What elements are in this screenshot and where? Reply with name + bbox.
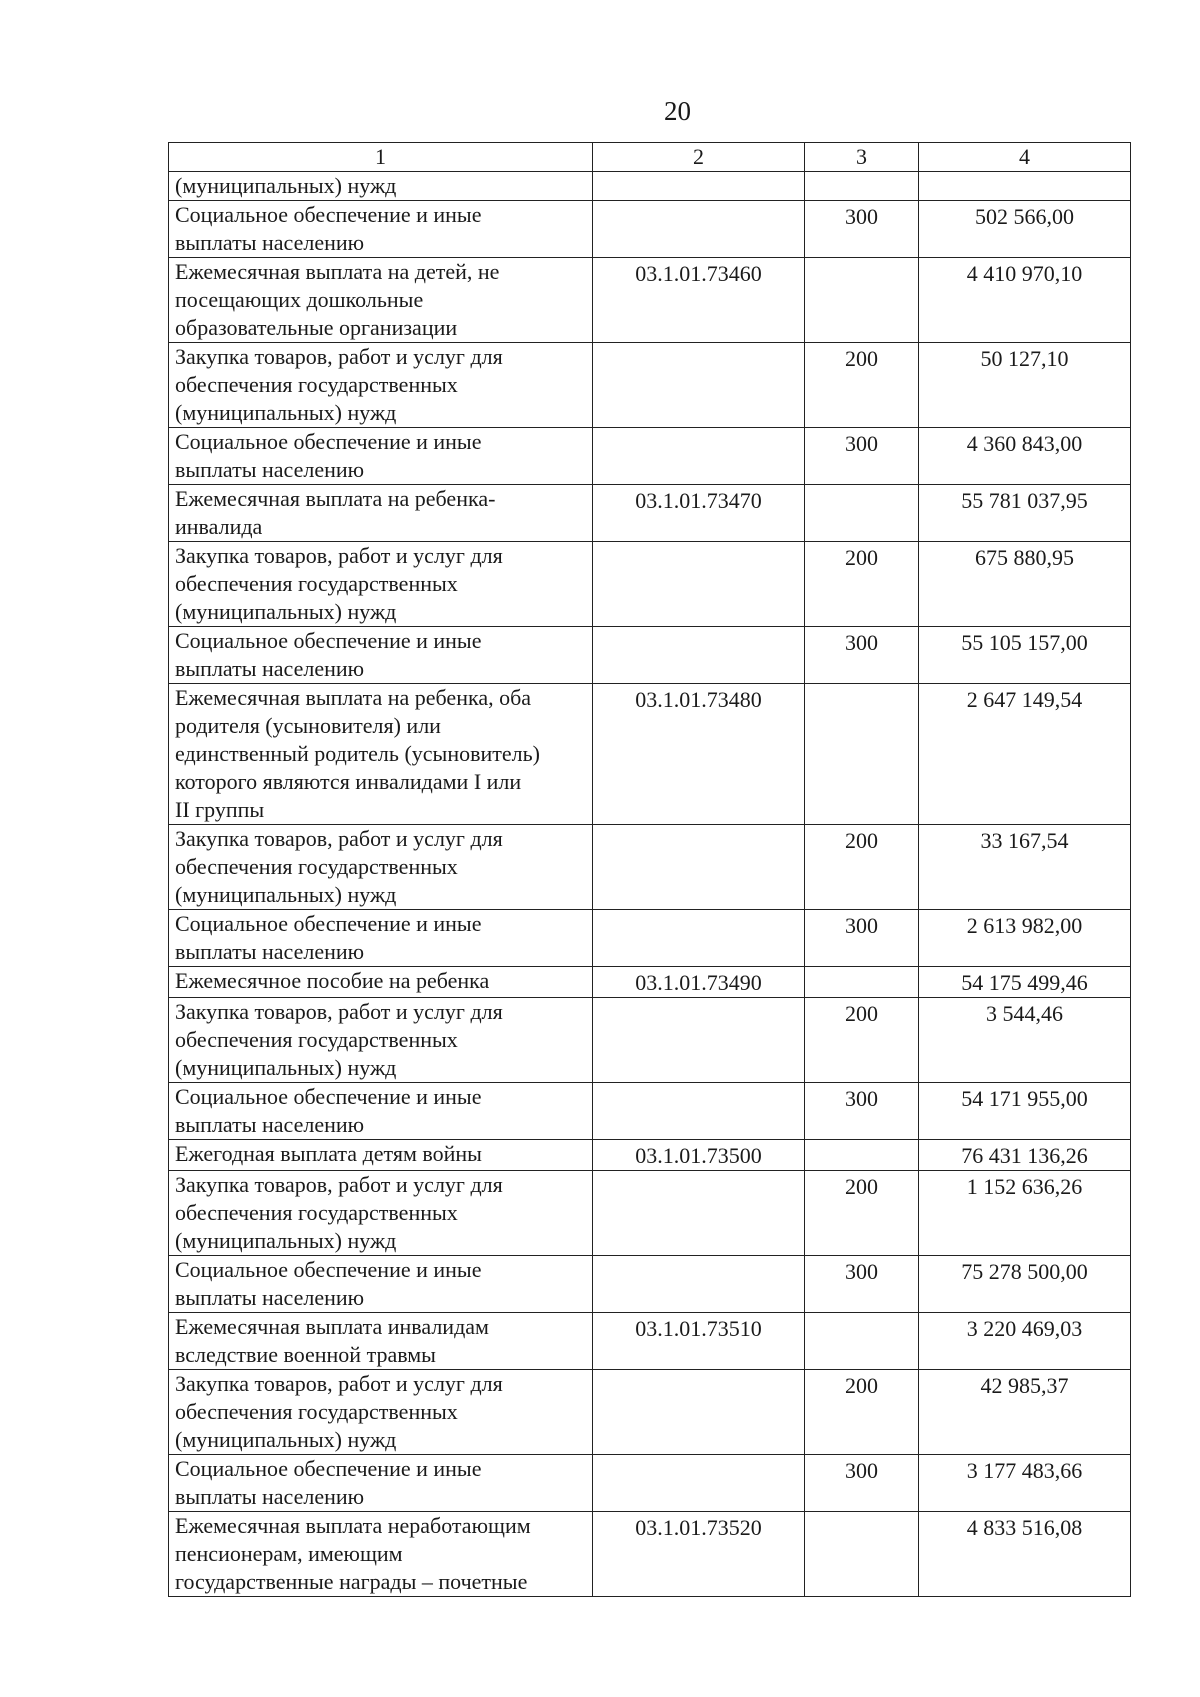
row-type-cell-text: 300 [845, 1259, 878, 1284]
row-type-cell [805, 967, 919, 998]
row-code-cell [593, 910, 805, 967]
row-amount-cell-text: 50 127,10 [980, 346, 1069, 371]
row-type-cell [805, 428, 919, 485]
table-row [169, 428, 1131, 485]
row-amount-cell [919, 1370, 1131, 1455]
row-amount-cell-text: 675 880,95 [975, 545, 1074, 570]
row-name-cell-text: Ежемесячное пособие на ребенка [175, 968, 490, 993]
table-row [169, 1313, 1131, 1370]
header-col-3: 3 [805, 143, 919, 172]
row-type-cell-text: 200 [845, 545, 878, 570]
row-name-cell-text: Закупка товаров, работ и услуг для обеспечения государственных (муниципальных) нужд [175, 1371, 503, 1452]
row-code-cell-text: 03.1.01.73460 [635, 261, 762, 286]
row-name-cell-text: Социальное обеспечение и иные выплаты населению [175, 429, 482, 482]
table-row [169, 1140, 1131, 1171]
row-code-cell [593, 1256, 805, 1313]
row-type-cell-text: 300 [845, 630, 878, 655]
row-amount-cell [919, 258, 1131, 343]
row-name-cell-text: Социальное обеспечение и иные выплаты населению [175, 628, 482, 681]
row-name-cell [169, 998, 593, 1083]
table-row [169, 998, 1131, 1083]
row-code-cell-text: 03.1.01.73480 [635, 687, 762, 712]
row-amount-cell-text: 4 833 516,08 [966, 1515, 1083, 1540]
table-row [169, 343, 1131, 428]
row-code-cell [593, 172, 805, 201]
row-code-cell-text [599, 1171, 798, 1173]
row-name-cell [169, 910, 593, 967]
row-code-cell [593, 684, 805, 825]
row-type-cell-text: 200 [845, 828, 878, 853]
table-row [169, 627, 1131, 684]
row-amount-cell-text: 2 613 982,00 [966, 913, 1083, 938]
table-row [169, 825, 1131, 910]
table-row [169, 1171, 1131, 1256]
table-header-row [169, 143, 1131, 172]
row-code-cell-text: 03.1.01.73470 [635, 488, 762, 513]
table-row [169, 910, 1131, 967]
row-type-cell [805, 998, 919, 1083]
row-code-cell [593, 825, 805, 910]
row-name-cell-text: (муниципальных) нужд [175, 173, 397, 198]
row-name-cell-text: Социальное обеспечение и иные выплаты населению [175, 202, 482, 255]
row-name-cell-text: Закупка товаров, работ и услуг для обеспечения государственных (муниципальных) нужд [175, 826, 503, 907]
row-type-cell [805, 627, 919, 684]
row-name-cell [169, 343, 593, 428]
row-name-cell-text: Закупка товаров, работ и услуг для обеспечения государственных (муниципальных) нужд [175, 344, 503, 425]
row-code-cell-text [599, 1455, 798, 1457]
table-row [169, 1512, 1131, 1597]
row-type-cell-text [811, 172, 912, 174]
row-name-cell-text: Социальное обеспечение и иные выплаты населению [175, 911, 482, 964]
row-type-cell-text: 200 [845, 1174, 878, 1199]
row-name-cell-text: Ежемесячная выплата на ребенка, оба родителя (усыновителя) или единственный родитель (усыновитель) которого являются инвалидами I или II группы [175, 685, 540, 822]
row-amount-cell-text: 75 278 500,00 [961, 1259, 1088, 1284]
row-name-cell [169, 1455, 593, 1512]
row-type-cell-text [811, 967, 912, 969]
row-type-cell [805, 910, 919, 967]
row-name-cell [169, 1256, 593, 1313]
row-type-cell [805, 1171, 919, 1256]
row-type-cell [805, 1083, 919, 1140]
table-row [169, 258, 1131, 343]
row-type-cell-text [811, 485, 912, 487]
row-amount-cell-text: 3 177 483,66 [966, 1458, 1083, 1483]
row-amount-cell [919, 1083, 1131, 1140]
row-code-cell-text [599, 627, 798, 629]
row-name-cell [169, 201, 593, 258]
row-amount-cell [919, 967, 1131, 998]
row-name-cell-text: Ежемесячная выплата на детей, не посещающих дошкольные образовательные организации [175, 259, 500, 340]
row-name-cell-text: Закупка товаров, работ и услуг для обеспечения государственных (муниципальных) нужд [175, 543, 503, 624]
row-name-cell-text: Закупка товаров, работ и услуг для обеспечения государственных (муниципальных) нужд [175, 999, 503, 1080]
row-amount-cell [919, 998, 1131, 1083]
row-name-cell [169, 542, 593, 627]
table-body [169, 143, 1131, 1597]
row-code-cell [593, 428, 805, 485]
row-type-cell-text: 300 [845, 913, 878, 938]
row-code-cell [593, 627, 805, 684]
row-name-cell-text: Закупка товаров, работ и услуг для обеспечения государственных (муниципальных) нужд [175, 1172, 503, 1253]
row-amount-cell-text: 2 647 149,54 [966, 687, 1083, 712]
row-type-cell [805, 1455, 919, 1512]
row-name-cell-text: Социальное обеспечение и иные выплаты населению [175, 1084, 482, 1137]
row-code-cell-text [599, 542, 798, 544]
row-amount-cell [919, 910, 1131, 967]
row-amount-cell [919, 684, 1131, 825]
row-name-cell-text: Ежемесячная выплата инвалидам вследствие военной травмы [175, 1314, 489, 1367]
row-code-cell [593, 542, 805, 627]
row-type-cell [805, 258, 919, 343]
row-amount-cell [919, 627, 1131, 684]
row-type-cell-text [811, 1140, 912, 1142]
row-type-cell [805, 1313, 919, 1370]
header-col-1: 1 [169, 143, 593, 172]
row-type-cell-text: 300 [845, 1458, 878, 1483]
row-name-cell [169, 172, 593, 201]
row-type-cell [805, 485, 919, 542]
row-amount-cell-text: 76 431 136,26 [961, 1143, 1088, 1168]
table-row [169, 967, 1131, 998]
row-code-cell-text [599, 172, 798, 174]
row-code-cell-text [599, 343, 798, 345]
row-code-cell-text [599, 1370, 798, 1372]
row-name-cell-text: Социальное обеспечение и иные выплаты населению [175, 1456, 482, 1509]
row-code-cell [593, 1370, 805, 1455]
row-name-cell [169, 1370, 593, 1455]
row-code-cell-text [599, 1083, 798, 1085]
table-row [169, 172, 1131, 201]
row-name-cell [169, 1140, 593, 1171]
header-col-4: 4 [919, 143, 1131, 172]
row-name-cell-text: Ежемесячная выплата на ребенка- инвалида [175, 486, 496, 539]
row-name-cell [169, 258, 593, 343]
table-row [169, 485, 1131, 542]
row-type-cell-text: 300 [845, 204, 878, 229]
table-row [169, 684, 1131, 825]
row-code-cell [593, 1171, 805, 1256]
row-amount-cell [919, 1140, 1131, 1171]
row-name-cell [169, 627, 593, 684]
row-amount-cell-text: 1 152 636,26 [966, 1174, 1083, 1199]
row-amount-cell [919, 1256, 1131, 1313]
row-code-cell [593, 1512, 805, 1597]
row-code-cell [593, 258, 805, 343]
row-code-cell [593, 1313, 805, 1370]
row-code-cell [593, 998, 805, 1083]
row-amount-cell [919, 825, 1131, 910]
row-name-cell [169, 485, 593, 542]
row-name-cell [169, 684, 593, 825]
row-amount-cell-text: 3 220 469,03 [966, 1316, 1083, 1341]
row-amount-cell [919, 428, 1131, 485]
row-type-cell-text: 300 [845, 431, 878, 456]
row-amount-cell [919, 1455, 1131, 1512]
row-amount-cell [919, 1512, 1131, 1597]
row-type-cell-text: 200 [845, 346, 878, 371]
row-amount-cell [919, 1313, 1131, 1370]
row-code-cell-text: 03.1.01.73500 [635, 1143, 762, 1168]
row-type-cell-text [811, 1313, 912, 1315]
row-name-cell [169, 967, 593, 998]
row-code-cell [593, 1083, 805, 1140]
row-code-cell-text [599, 825, 798, 827]
table-row [169, 1083, 1131, 1140]
row-code-cell-text [599, 428, 798, 430]
row-code-cell-text [599, 1256, 798, 1258]
row-type-cell [805, 684, 919, 825]
row-amount-cell-text [925, 172, 1124, 174]
row-amount-cell [919, 172, 1131, 201]
row-amount-cell-text: 33 167,54 [980, 828, 1069, 853]
row-code-cell-text: 03.1.01.73510 [635, 1316, 762, 1341]
header-col-2: 2 [593, 143, 805, 172]
row-type-cell-text [811, 1512, 912, 1514]
row-code-cell-text: 03.1.01.73520 [635, 1515, 762, 1540]
row-type-cell [805, 1140, 919, 1171]
row-amount-cell-text: 502 566,00 [975, 204, 1074, 229]
row-name-cell [169, 825, 593, 910]
row-amount-cell-text: 4 410 970,10 [966, 261, 1083, 286]
row-name-cell [169, 1083, 593, 1140]
row-name-cell-text: Ежемесячная выплата неработающим пенсионерам, имеющим государственные награды – почетные [175, 1513, 531, 1594]
row-code-cell [593, 343, 805, 428]
row-type-cell-text: 200 [845, 1373, 878, 1398]
budget-table [168, 142, 1131, 1597]
row-name-cell [169, 1512, 593, 1597]
row-code-cell [593, 1140, 805, 1171]
row-code-cell-text [599, 910, 798, 912]
row-amount-cell [919, 542, 1131, 627]
row-amount-cell-text: 4 360 843,00 [966, 431, 1083, 456]
row-amount-cell [919, 201, 1131, 258]
row-amount-cell-text: 55 105 157,00 [961, 630, 1088, 655]
row-type-cell [805, 1370, 919, 1455]
row-name-cell-text: Ежегодная выплата детям войны [175, 1141, 482, 1166]
row-type-cell [805, 172, 919, 201]
table-row [169, 1370, 1131, 1455]
table-row [169, 201, 1131, 258]
row-amount-cell-text: 42 985,37 [980, 1373, 1069, 1398]
row-type-cell [805, 201, 919, 258]
row-code-cell-text: 03.1.01.73490 [635, 970, 762, 995]
row-code-cell [593, 485, 805, 542]
row-amount-cell-text: 54 171 955,00 [961, 1086, 1088, 1111]
table-row [169, 1455, 1131, 1512]
row-type-cell [805, 343, 919, 428]
row-amount-cell [919, 485, 1131, 542]
row-code-cell [593, 1455, 805, 1512]
row-code-cell [593, 201, 805, 258]
table-row [169, 542, 1131, 627]
row-type-cell-text [811, 258, 912, 260]
row-name-cell-text: Социальное обеспечение и иные выплаты населению [175, 1257, 482, 1310]
row-type-cell-text: 200 [845, 1001, 878, 1026]
row-amount-cell-text: 55 781 037,95 [961, 488, 1088, 513]
table-row [169, 1256, 1131, 1313]
row-name-cell [169, 1313, 593, 1370]
row-type-cell [805, 1512, 919, 1597]
page-number: 20 [664, 96, 691, 126]
row-name-cell [169, 1171, 593, 1256]
row-type-cell [805, 1256, 919, 1313]
row-amount-cell-text: 3 544,46 [986, 1001, 1063, 1026]
row-amount-cell [919, 343, 1131, 428]
row-type-cell-text [811, 684, 912, 686]
row-code-cell [593, 967, 805, 998]
row-code-cell-text [599, 998, 798, 1000]
row-code-cell-text [599, 201, 798, 203]
row-type-cell-text: 300 [845, 1086, 878, 1111]
row-type-cell [805, 542, 919, 627]
row-name-cell [169, 428, 593, 485]
row-amount-cell-text: 54 175 499,46 [961, 970, 1088, 995]
row-type-cell [805, 825, 919, 910]
row-amount-cell [919, 1171, 1131, 1256]
